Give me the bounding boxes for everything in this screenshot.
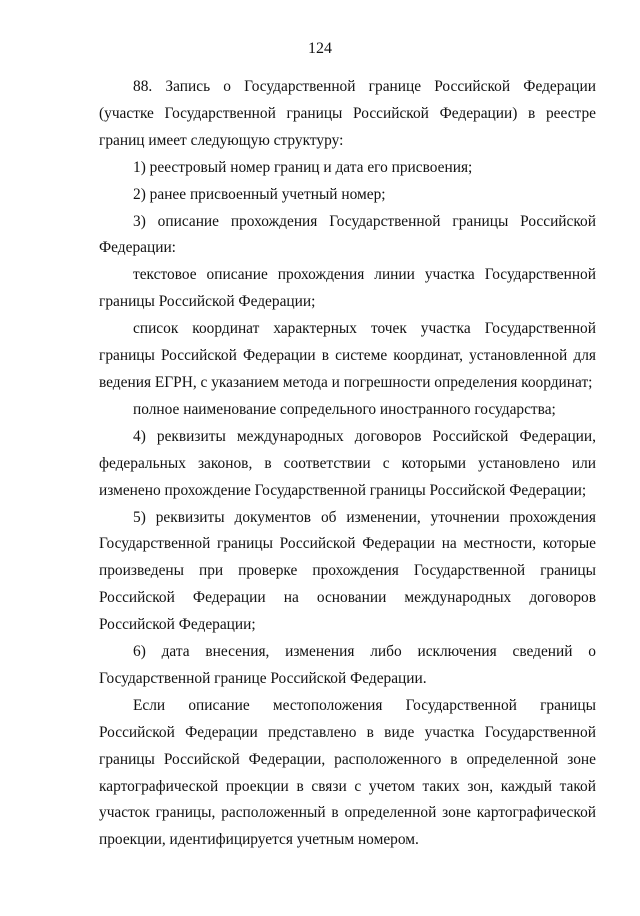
paragraph-item-3-neighbor-state: полное наименование сопредельного иностранного государства; (133, 400, 556, 418)
paragraph-closing: Если описание местоположения Государственной границы Российской Федерации представлено в виде участка Государственной границы Российской Федерации, расположенного в определенной зоне картографической проекции в связи с учетом таких зон, каждый такой участок границы, расположенный в определенной зоне картографической проекции, идентифицируется учетным номером. (99, 696, 596, 849)
paragraph-item-6: 6) дата внесения, изменения либо исключения сведений о Государственной границе Российской Федерации. (99, 643, 596, 687)
paragraph-item-5: 5) реквизиты документов об изменении, уточнении прохождения Государственной границы Российской Федерации на местности, которые произведены при проверке прохождения Государственной границы Российской Федерации на основании международных договоров Российской Федерации; (99, 508, 596, 634)
paragraph-item-3: 3) описание прохождения Государственной границы Российской Федерации: (99, 212, 596, 257)
paragraph-item-3-coordinates-list: список координат характерных точек участка Государственной границы Российской Федерации в системе координат, установленной для ведения ЕГРН, с указанием метода и погрешности определения координат; (99, 320, 596, 391)
paragraph-88-intro: 88. Запись о Государственной границе Российской Федерации (участке Государственной границы Российской Федерации) в реестре границ имеет следующую структуру: (99, 78, 596, 149)
page-number: 124 (308, 40, 332, 57)
paragraph-item-3-text-description: текстовое описание прохождения линии участка Государственной границы Российской Федерации; (99, 266, 596, 311)
paragraph-item-2: 2) ранее присвоенный учетный номер; (133, 185, 386, 203)
paragraph-item-4: 4) реквизиты международных договоров Российской Федерации, федеральных законов, в соответствии с которыми установлено или изменено прохождение Государственной границы Российской Федерации; (99, 427, 596, 499)
document-body (99, 74, 596, 854)
paragraph-item-1: 1) реестровый номер границ и дата его присвоения; (133, 158, 473, 176)
